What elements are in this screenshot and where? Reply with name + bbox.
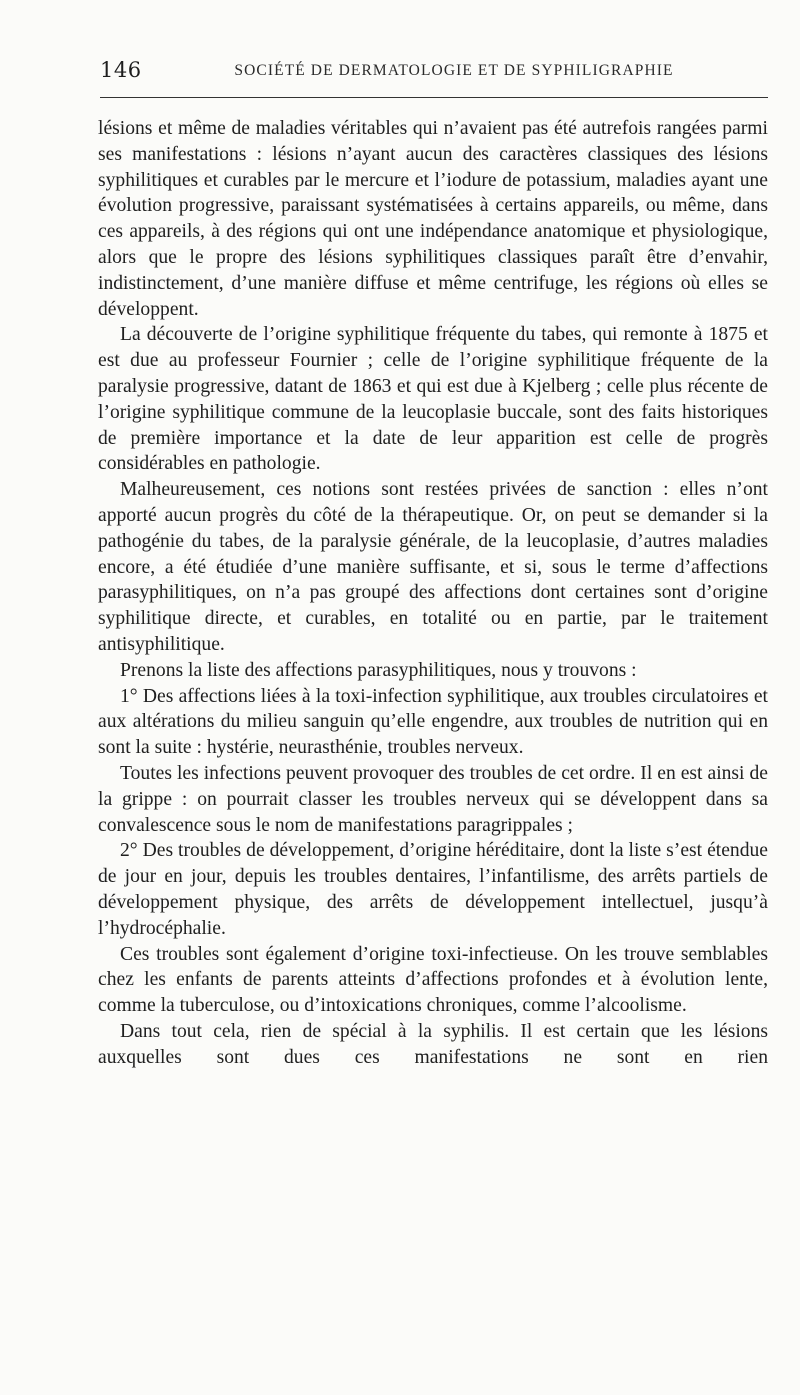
paragraph-2: La découverte de l’origine syphilitique fréquente du tabes, qui remonte à 1875 et est due au professeur Fournier ; celle de l’origine syphilitique fréquente de la paralysie progressive, datant de 1863 et qui est due à Kjelberg ; celle plus récente de l’origine syphilitique commune de la leucoplasie buccale, sont des faits historiques de première importance et la date de leur apparition est celle de progrès considérables en pathologie. xyxy=(98,324,768,475)
body-text xyxy=(98,116,768,1070)
page-number: 146 xyxy=(100,58,142,82)
paragraph-9: Dans tout cela, rien de spécial à la syphilis. Il est certain que les lésions auxquelles sont dues ces manifestations ne sont en rien xyxy=(98,1020,768,1068)
paragraph-7: 2° Des troubles de développement, d’origine héréditaire, dont la liste s’est étendue de jour en jour, depuis les troubles dentaires, l’infantilisme, des arrêts partiels de développement physique, des arrêts de développement intellectuel, jusqu’à l’hydrocéphalie. xyxy=(98,840,768,939)
header-rule xyxy=(100,97,768,98)
paragraph-8: Ces troubles sont également d’origine toxi-infectieuse. On les trouve semblables chez les enfants de parents atteints d’affections profondes et à évolution lente, comme la tuberculose, ou d’intoxications chroniques, comme l’alcoolisme. xyxy=(98,943,768,1017)
paragraph-4: Prenons la liste des affections parasyphilitiques, nous y trouvons : xyxy=(120,659,637,681)
paragraph-5: 1° Des affections liées à la toxi-infection syphilitique, aux troubles circulatoires et aux altérations du milieu sanguin qu’elle engendre, aux troubles de nutrition qui en sont la suite : hystérie, neurasthénie, troubles nerveux. xyxy=(98,685,768,759)
paragraph-6: Toutes les infections peuvent provoquer des troubles de cet ordre. Il en est ainsi de la grippe : on pourrait classer les troubles nerveux qui se développent dans sa convalescence sous le nom de manifestations paragrippales ; xyxy=(98,762,768,836)
paragraph-3: Malheureusement, ces notions sont restées privées de sanction : elles n’ont apporté aucun progrès du côté de la thérapeutique. Or, on peut se demander si la pathogénie du tabes, de la paralysie générale, de la leucoplasie, d’autres maladies encore, a été étudiée d’une manière suffisante, et si, sous le terme d’affections parasyphilitiques, on n’a pas groupé des affections dont certaines sont d’origine syphilitique directe, et curables, en totalité ou en partie, par le traitement antisyphilitique. xyxy=(98,479,768,655)
paragraph-1: lésions et même de maladies véritables qui n’avaient pas été autrefois rangées parmi ses manifestations : lésions n’ayant aucun des caractères classiques des lésions syphilitiques et curables par le mercure et l’iodure de potassium, maladies ayant une évolution progressive, paraissant systématisées à certains appareils, ou même, dans ces appareils, à des régions qui ont une indépendance anatomique et physiologique, alors que le propre des lésions syphilitiques classiques paraît être d’envahir, indistinctement, d’une manière diffuse et même centrifuge, les régions où elles se développent. xyxy=(98,118,768,320)
page-header xyxy=(100,58,768,88)
running-head: SOCIÉTÉ DE DERMATOLOGIE ET DE SYPHILIGRAPHIE xyxy=(234,62,674,79)
